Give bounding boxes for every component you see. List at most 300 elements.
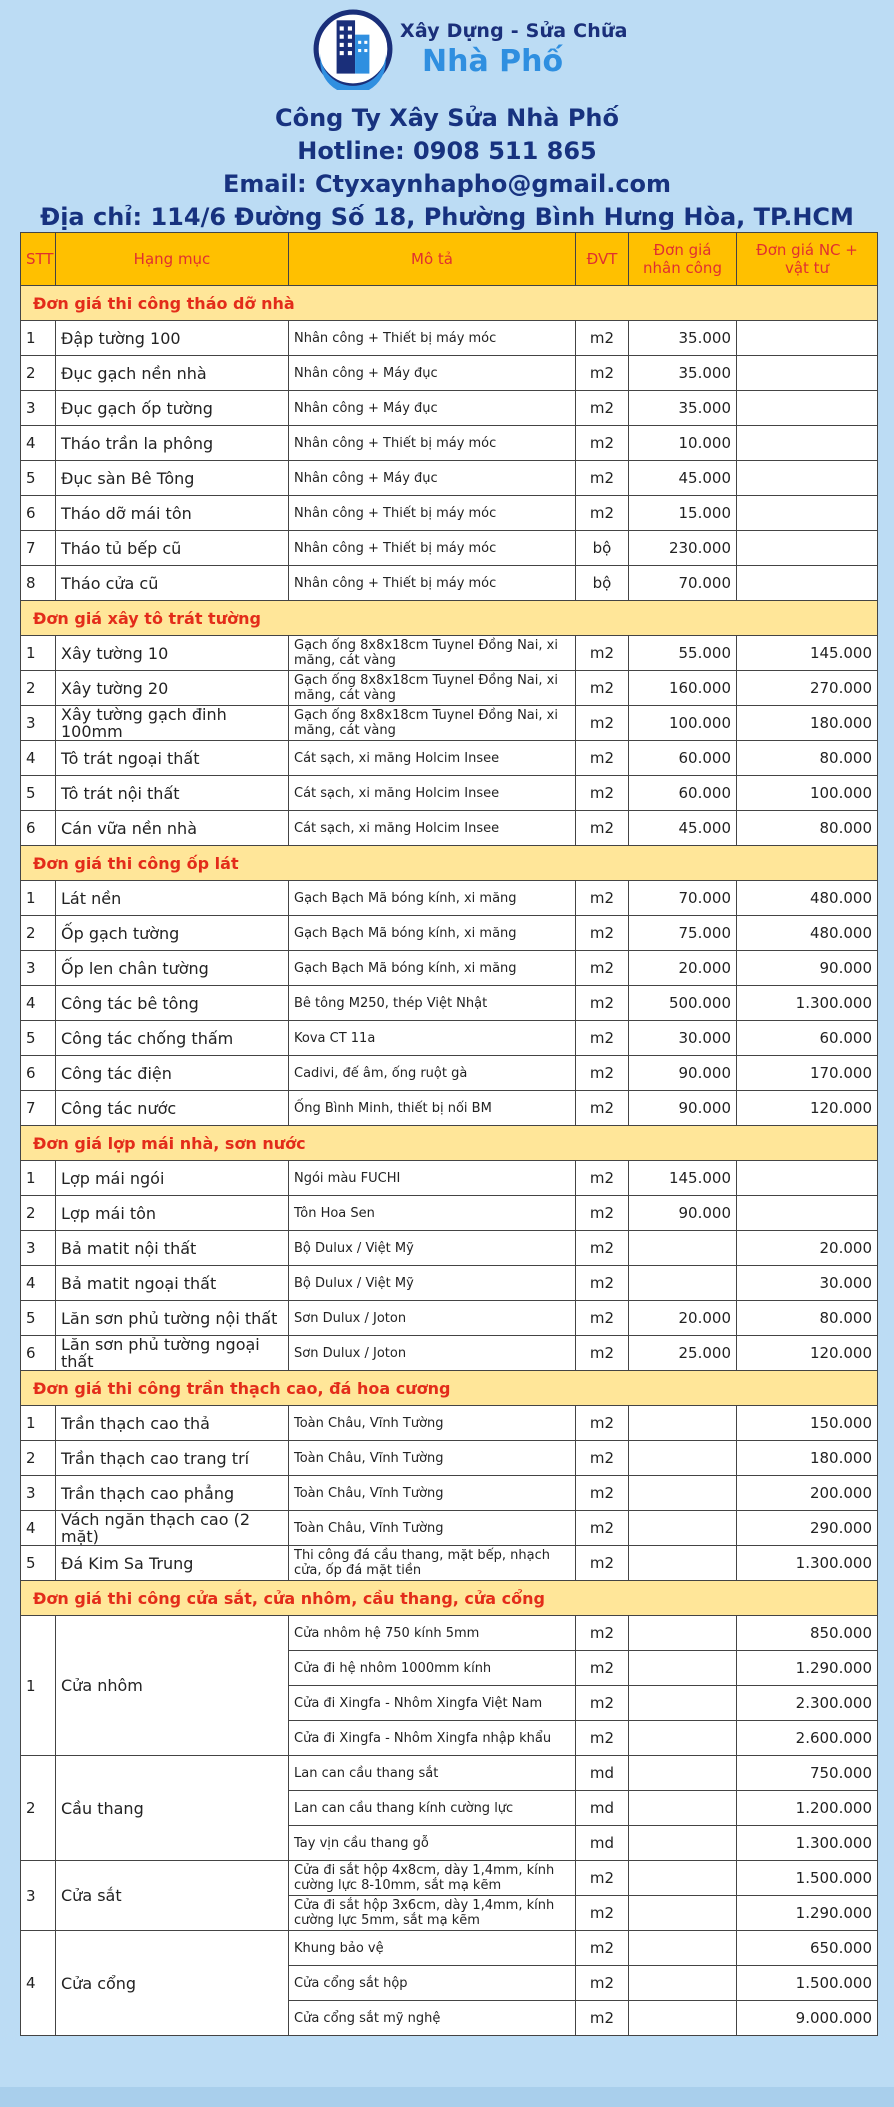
section-header (21, 286, 878, 321)
row-item: Công tác nước (56, 1091, 289, 1126)
row-stt: 4 (21, 1511, 56, 1546)
row-labor (629, 1546, 737, 1581)
row-desc: Gạch ống 8x8x18cm Tuynel Đồng Nai, xi măng, cát vàng (289, 636, 576, 671)
row-total (737, 1161, 878, 1196)
row-stt: 7 (21, 1091, 56, 1126)
company-hotline: Hotline: 0908 511 865 (297, 137, 597, 165)
row-desc: Bê tông M250, thép Việt Nhật (289, 986, 576, 1021)
row-item: Ốp len chân tường (56, 951, 289, 986)
row-desc: Cửa đi Xingfa - Nhôm Xingfa nhập khẩu (289, 1721, 576, 1756)
table-row (21, 426, 878, 461)
table-row (21, 1266, 878, 1301)
row-stt: 6 (21, 1336, 56, 1371)
row-item: Tháo cửa cũ (56, 566, 289, 601)
row-unit: m2 (576, 776, 629, 811)
row-labor: 75.000 (629, 916, 737, 951)
row-stt: 2 (21, 1441, 56, 1476)
row-unit: m2 (576, 636, 629, 671)
row-total: 1.300.000 (737, 1546, 878, 1581)
row-stt: 6 (21, 496, 56, 531)
row-item: Bả matit nội thất (56, 1231, 289, 1266)
header-labor-price: Đơn giá nhân công (629, 233, 737, 286)
row-item: Cán vữa nền nhà (56, 811, 289, 846)
row-total (737, 531, 878, 566)
table-row (21, 321, 878, 356)
row-total (737, 1196, 878, 1231)
row-total: 30.000 (737, 1266, 878, 1301)
section-header (21, 1126, 878, 1161)
row-item: Đập tường 100 (56, 321, 289, 356)
row-labor (629, 1476, 737, 1511)
section-header (21, 846, 878, 881)
row-unit: m2 (576, 1266, 629, 1301)
table-row (21, 1546, 878, 1581)
row-unit: m2 (576, 951, 629, 986)
row-item: Tô trát ngoại thất (56, 741, 289, 776)
row-item: Đục gạch ốp tường (56, 391, 289, 426)
row-desc: Cửa nhôm hệ 750 kính 5mm (289, 1616, 576, 1651)
row-unit: m2 (576, 1721, 629, 1756)
header-desc: Mô tả (289, 233, 576, 286)
row-stt: 6 (21, 811, 56, 846)
table-row (21, 671, 878, 706)
row-desc: Sơn Dulux / Joton (289, 1301, 576, 1336)
row-total (737, 391, 878, 426)
row-stt: 2 (21, 671, 56, 706)
row-total: 60.000 (737, 1021, 878, 1056)
row-item: Đá Kim Sa Trung (56, 1546, 289, 1581)
row-total: 90.000 (737, 951, 878, 986)
row-unit: m2 (576, 1091, 629, 1126)
row-stt: 2 (21, 916, 56, 951)
row-total (737, 426, 878, 461)
row-item: Tô trát nội thất (56, 776, 289, 811)
row-stt: 4 (21, 741, 56, 776)
row-desc: Khung bảo vệ (289, 1931, 576, 1966)
row-labor (629, 1861, 737, 1896)
row-total: 270.000 (737, 671, 878, 706)
row-desc: Toàn Châu, Vĩnh Tường (289, 1406, 576, 1441)
row-desc: Cửa đi hệ nhôm 1000mm kính (289, 1651, 576, 1686)
row-desc: Cửa đi sắt hộp 3x6cm, dày 1,4mm, kính cường lực 5mm, sắt mạ kẽm (289, 1896, 576, 1931)
row-total: 150.000 (737, 1406, 878, 1441)
row-unit: m2 (576, 1231, 629, 1266)
table-row (21, 706, 878, 741)
row-desc: Nhân công + Thiết bị máy móc (289, 531, 576, 566)
row-labor: 55.000 (629, 636, 737, 671)
table-row (21, 881, 878, 916)
table-row (21, 1091, 878, 1126)
row-labor: 30.000 (629, 1021, 737, 1056)
row-total: 80.000 (737, 741, 878, 776)
row-item: Công tác chống thấm (56, 1021, 289, 1056)
row-total: 2.600.000 (737, 1721, 878, 1756)
row-stt: 4 (21, 986, 56, 1021)
row-labor: 90.000 (629, 1091, 737, 1126)
row-desc: Gạch Bạch Mã bóng kính, xi măng (289, 916, 576, 951)
row-unit: m2 (576, 321, 629, 356)
row-total: 1.300.000 (737, 986, 878, 1021)
row-desc: Toàn Châu, Vĩnh Tường (289, 1441, 576, 1476)
row-total (737, 321, 878, 356)
building-logo-icon (312, 8, 394, 90)
row-unit: m2 (576, 741, 629, 776)
row-total: 170.000 (737, 1056, 878, 1091)
price-table (20, 232, 878, 2036)
row-desc: Nhân công + Máy đục (289, 356, 576, 391)
row-unit: m2 (576, 2001, 629, 2036)
row-stt: 3 (21, 1231, 56, 1266)
row-unit: m2 (576, 496, 629, 531)
header-total-price: Đơn giá NC + vật tư (737, 233, 878, 286)
row-stt: 5 (21, 1301, 56, 1336)
table-row (21, 391, 878, 426)
row-unit: m2 (576, 1511, 629, 1546)
row-stt: 5 (21, 461, 56, 496)
row-stt: 2 (21, 356, 56, 391)
row-unit: m2 (576, 1651, 629, 1686)
row-labor (629, 1791, 737, 1826)
row-unit: m2 (576, 1931, 629, 1966)
table-row (21, 356, 878, 391)
company-email: Email: Ctyxaynhapho@gmail.com (222, 170, 672, 198)
table-row (21, 741, 878, 776)
row-desc: Toàn Châu, Vĩnh Tường (289, 1476, 576, 1511)
footer-decoration (0, 2087, 894, 2107)
row-unit: m2 (576, 881, 629, 916)
company-name: Công Ty Xây Sửa Nhà Phố (274, 104, 619, 132)
row-stt: 3 (21, 391, 56, 426)
row-stt: 5 (21, 1546, 56, 1581)
row-total: 1.500.000 (737, 1966, 878, 2001)
row-total: 1.200.000 (737, 1791, 878, 1826)
row-labor: 15.000 (629, 496, 737, 531)
row-desc: Tôn Hoa Sen (289, 1196, 576, 1231)
row-labor: 90.000 (629, 1196, 737, 1231)
row-desc: Cửa đi Xingfa - Nhôm Xingfa Việt Nam (289, 1686, 576, 1721)
row-labor: 20.000 (629, 951, 737, 986)
row-item: Lát nền (56, 881, 289, 916)
row-item: Xây tường gạch đinh 100mm (56, 706, 289, 741)
row-item: Trần thạch cao thả (56, 1406, 289, 1441)
section-title: Đơn giá thi công ốp lát (21, 846, 878, 881)
row-total: 20.000 (737, 1231, 878, 1266)
row-total: 120.000 (737, 1336, 878, 1371)
row-desc: Bộ Dulux / Việt Mỹ (289, 1266, 576, 1301)
row-desc: Lan can cầu thang kính cường lực (289, 1791, 576, 1826)
row-desc: Kova CT 11a (289, 1021, 576, 1056)
row-labor: 230.000 (629, 531, 737, 566)
row-item: Công tác bê tông (56, 986, 289, 1021)
table-row (21, 566, 878, 601)
row-total: 1.290.000 (737, 1651, 878, 1686)
row-labor (629, 2001, 737, 2036)
row-labor: 20.000 (629, 1301, 737, 1336)
row-total: 2.300.000 (737, 1686, 878, 1721)
row-unit: md (576, 1826, 629, 1861)
row-unit: md (576, 1756, 629, 1791)
row-unit: m2 (576, 1196, 629, 1231)
row-stt: 1 (21, 321, 56, 356)
row-labor: 90.000 (629, 1056, 737, 1091)
row-total: 290.000 (737, 1511, 878, 1546)
row-desc: Gạch ống 8x8x18cm Tuynel Đồng Nai, xi măng, cát vàng (289, 671, 576, 706)
row-labor: 35.000 (629, 356, 737, 391)
section-header (21, 1581, 878, 1616)
row-desc: Tay vịn cầu thang gỗ (289, 1826, 576, 1861)
row-desc: Cát sạch, xi măng Holcim Insee (289, 811, 576, 846)
row-stt: 4 (21, 1266, 56, 1301)
row-labor (629, 1266, 737, 1301)
row-item: Bả matit ngoại thất (56, 1266, 289, 1301)
row-unit: m2 (576, 916, 629, 951)
row-stt: 3 (21, 951, 56, 986)
table-row (21, 776, 878, 811)
row-labor: 500.000 (629, 986, 737, 1021)
row-stt: 7 (21, 531, 56, 566)
row-total: 180.000 (737, 706, 878, 741)
row-item: Ốp gạch tường (56, 916, 289, 951)
row-item: Tháo tủ bếp cũ (56, 531, 289, 566)
table-row (21, 986, 878, 1021)
row-unit: m2 (576, 811, 629, 846)
row-labor: 10.000 (629, 426, 737, 461)
row-total: 100.000 (737, 776, 878, 811)
row-stt: 1 (21, 1161, 56, 1196)
logo-brand: Nhà Phố (422, 43, 564, 79)
row-labor: 35.000 (629, 321, 737, 356)
row-total (737, 566, 878, 601)
table-row (21, 1511, 878, 1546)
row-desc: Gạch ống 8x8x18cm Tuynel Đồng Nai, xi măng, cát vàng (289, 706, 576, 741)
row-item: Cửa nhôm (56, 1616, 289, 1756)
row-stt: 5 (21, 1021, 56, 1056)
row-stt: 1 (21, 881, 56, 916)
row-item: Tháo trần la phông (56, 426, 289, 461)
row-desc: Nhân công + Thiết bị máy móc (289, 496, 576, 531)
row-item: Đục gạch nền nhà (56, 356, 289, 391)
row-item: Lăn sơn phủ tường ngoại thất (56, 1336, 289, 1371)
row-stt: 5 (21, 776, 56, 811)
row-unit: m2 (576, 356, 629, 391)
row-labor: 100.000 (629, 706, 737, 741)
table-row (21, 1441, 878, 1476)
row-item: Đục sàn Bê Tông (56, 461, 289, 496)
row-desc: Cadivi, đế âm, ống ruột gà (289, 1056, 576, 1091)
row-total: 650.000 (737, 1931, 878, 1966)
row-item: Xây tường 10 (56, 636, 289, 671)
row-desc: Nhân công + Thiết bị máy móc (289, 321, 576, 356)
row-labor (629, 1406, 737, 1441)
row-stt: 3 (21, 1861, 56, 1931)
row-item: Cửa cổng (56, 1931, 289, 2036)
section-header (21, 1371, 878, 1406)
row-labor: 60.000 (629, 741, 737, 776)
row-labor (629, 1721, 737, 1756)
table-row (21, 916, 878, 951)
row-unit: m2 (576, 1686, 629, 1721)
row-item: Trần thạch cao trang trí (56, 1441, 289, 1476)
row-labor (629, 1686, 737, 1721)
header-unit: ĐVT (576, 233, 629, 286)
row-desc: Ống Bình Minh, thiết bị nối BM (289, 1091, 576, 1126)
row-item: Cửa sắt (56, 1861, 289, 1931)
header-stt: STT (21, 233, 56, 286)
row-total: 200.000 (737, 1476, 878, 1511)
row-desc: Cát sạch, xi măng Holcim Insee (289, 741, 576, 776)
row-total: 1.290.000 (737, 1896, 878, 1931)
row-unit: m2 (576, 1336, 629, 1371)
row-item: Trần thạch cao phẳng (56, 1476, 289, 1511)
row-labor (629, 1931, 737, 1966)
row-item: Cầu thang (56, 1756, 289, 1861)
row-labor: 45.000 (629, 461, 737, 496)
row-total: 180.000 (737, 1441, 878, 1476)
row-unit: m2 (576, 1056, 629, 1091)
row-total: 145.000 (737, 636, 878, 671)
row-total: 750.000 (737, 1756, 878, 1791)
row-total (737, 496, 878, 531)
row-unit: bộ (576, 566, 629, 601)
table-row (21, 811, 878, 846)
row-desc: Cửa cổng sắt hộp (289, 1966, 576, 2001)
section-title: Đơn giá xây tô trát tường (21, 601, 878, 636)
row-item: Vách ngăn thạch cao (2 mặt) (56, 1511, 289, 1546)
row-unit: m2 (576, 461, 629, 496)
row-total (737, 356, 878, 391)
row-labor (629, 1826, 737, 1861)
row-desc: Bộ Dulux / Việt Mỹ (289, 1231, 576, 1266)
row-desc: Cửa cổng sắt mỹ nghệ (289, 2001, 576, 2036)
row-unit: m2 (576, 1161, 629, 1196)
row-labor: 60.000 (629, 776, 737, 811)
row-desc: Nhân công + Máy đục (289, 391, 576, 426)
table-row (21, 951, 878, 986)
row-labor: 160.000 (629, 671, 737, 706)
table-row (21, 1336, 878, 1371)
table-row (21, 1931, 878, 1966)
row-total: 850.000 (737, 1616, 878, 1651)
logo-tagline: Xây Dựng - Sửa Chữa (400, 19, 628, 42)
row-item: Lợp mái tôn (56, 1196, 289, 1231)
table-row (21, 1231, 878, 1266)
table-row (21, 1406, 878, 1441)
table-header-row (21, 233, 878, 286)
row-desc: Thi công đá cầu thang, mặt bếp, nhạch cửa, ốp đá mặt tiền (289, 1546, 576, 1581)
row-labor: 145.000 (629, 1161, 737, 1196)
row-stt: 2 (21, 1756, 56, 1861)
row-item: Lợp mái ngói (56, 1161, 289, 1196)
row-labor (629, 1966, 737, 2001)
row-total: 1.300.000 (737, 1826, 878, 1861)
row-desc: Nhân công + Thiết bị máy móc (289, 566, 576, 601)
row-total: 80.000 (737, 1301, 878, 1336)
row-stt: 3 (21, 1476, 56, 1511)
row-stt: 1 (21, 1616, 56, 1756)
row-unit: md (576, 1791, 629, 1826)
row-unit: m2 (576, 1476, 629, 1511)
row-desc: Ngói màu FUCHI (289, 1161, 576, 1196)
table-row (21, 1021, 878, 1056)
row-total: 9.000.000 (737, 2001, 878, 2036)
row-desc: Nhân công + Thiết bị máy móc (289, 426, 576, 461)
row-labor (629, 1616, 737, 1651)
row-stt: 1 (21, 636, 56, 671)
section-title: Đơn giá thi công tháo dỡ nhà (21, 286, 878, 321)
row-labor (629, 1511, 737, 1546)
row-desc: Gạch Bạch Mã bóng kính, xi măng (289, 881, 576, 916)
row-desc: Cửa đi sắt hộp 4x8cm, dày 1,4mm, kính cường lực 8-10mm, sắt mạ kẽm (289, 1861, 576, 1896)
section-title: Đơn giá thi công trần thạch cao, đá hoa cương (21, 1371, 878, 1406)
row-stt: 2 (21, 1196, 56, 1231)
row-unit: m2 (576, 426, 629, 461)
row-labor: 45.000 (629, 811, 737, 846)
row-unit: m2 (576, 671, 629, 706)
row-unit: m2 (576, 1406, 629, 1441)
table-row (21, 1196, 878, 1231)
table-row (21, 1161, 878, 1196)
row-labor: 70.000 (629, 566, 737, 601)
table-row (21, 1476, 878, 1511)
row-stt: 4 (21, 426, 56, 461)
row-item: Công tác điện (56, 1056, 289, 1091)
row-unit: m2 (576, 1021, 629, 1056)
row-desc: Gạch Bạch Mã bóng kính, xi măng (289, 951, 576, 986)
table-row (21, 1056, 878, 1091)
row-total: 480.000 (737, 916, 878, 951)
header-item: Hạng mục (56, 233, 289, 286)
row-item: Xây tường 20 (56, 671, 289, 706)
row-unit: bộ (576, 531, 629, 566)
table-row (21, 636, 878, 671)
row-desc: Nhân công + Máy đục (289, 461, 576, 496)
row-unit: m2 (576, 986, 629, 1021)
row-unit: m2 (576, 1301, 629, 1336)
row-stt: 6 (21, 1056, 56, 1091)
row-total: 120.000 (737, 1091, 878, 1126)
row-item: Lăn sơn phủ tường nội thất (56, 1301, 289, 1336)
row-total (737, 461, 878, 496)
row-item: Tháo dỡ mái tôn (56, 496, 289, 531)
row-stt: 4 (21, 1931, 56, 2036)
row-stt: 8 (21, 566, 56, 601)
row-desc: Toàn Châu, Vĩnh Tường (289, 1511, 576, 1546)
table-row (21, 1616, 878, 1651)
company-logo (312, 6, 628, 92)
row-total: 1.500.000 (737, 1861, 878, 1896)
row-desc: Lan can cầu thang sắt (289, 1756, 576, 1791)
row-unit: m2 (576, 1966, 629, 2001)
section-title: Đơn giá lợp mái nhà, sơn nước (21, 1126, 878, 1161)
table-row (21, 531, 878, 566)
row-unit: m2 (576, 1616, 629, 1651)
row-labor: 25.000 (629, 1336, 737, 1371)
table-row (21, 496, 878, 531)
row-unit: m2 (576, 1441, 629, 1476)
table-row (21, 1301, 878, 1336)
row-stt: 1 (21, 1406, 56, 1441)
row-unit: m2 (576, 1546, 629, 1581)
row-unit: m2 (576, 1896, 629, 1931)
row-total: 80.000 (737, 811, 878, 846)
table-row (21, 461, 878, 496)
row-stt: 3 (21, 706, 56, 741)
row-unit: m2 (576, 1861, 629, 1896)
row-unit: m2 (576, 706, 629, 741)
row-unit: m2 (576, 391, 629, 426)
row-desc: Cát sạch, xi măng Holcim Insee (289, 776, 576, 811)
table-row (21, 1756, 878, 1791)
